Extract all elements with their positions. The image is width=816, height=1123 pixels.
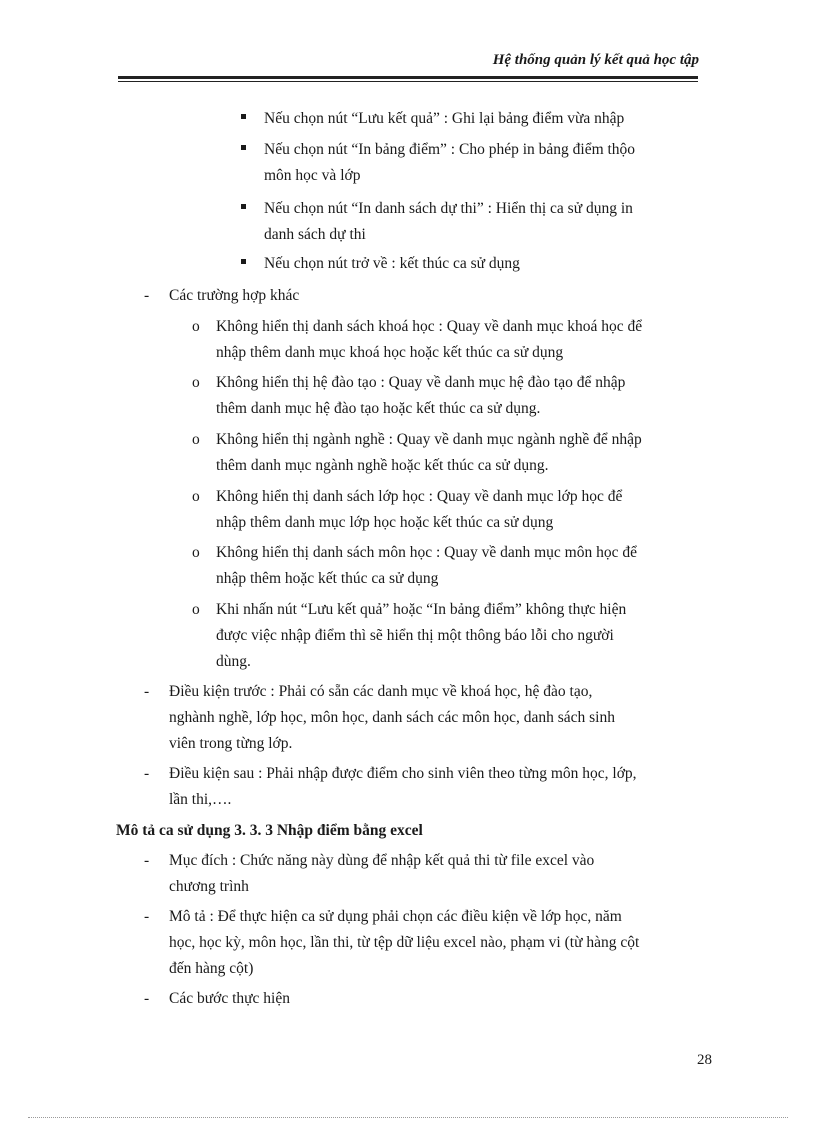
case-item [216,370,698,422]
page-number: 28 [697,1052,712,1068]
circle-marker: o [192,544,200,561]
dash-marker: - [144,683,150,700]
line: thêm danh mục hệ đào tạo hoặc kết thúc ca sử dụng. [216,400,541,417]
bullet-item [264,251,698,277]
line: Nếu chọn nút “Lưu kết quả” : Ghi lại bảng điểm vừa nhập [264,110,625,127]
page-bottom-border [28,1117,788,1118]
line: Nếu chọn nút trở về : kết thúc ca sử dụng [264,255,520,272]
bullet-item [264,196,698,248]
line: Điều kiện trước : Phải có sẵn các danh mục về khoá học, hệ đào tạo, [169,683,593,700]
line: Các bước thực hiện [169,990,290,1007]
line: nhập thêm danh mục lớp học hoặc kết thúc ca sử dụng [216,514,554,531]
line: nhập thêm danh mục khoá học hoặc kết thúc ca sử dụng [216,344,564,361]
line: lần thi,…. [169,791,232,808]
circle-marker: o [192,374,200,391]
case-item [216,597,698,675]
line: thêm danh mục ngành nghề hoặc kết thúc ca sử dụng. [216,457,549,474]
header-rule-thin [118,81,698,82]
precondition-item [169,679,698,757]
line: đến hàng cột) [169,960,254,977]
line: Không hiển thị danh sách môn học : Quay về danh mục môn học để [216,544,637,561]
running-header-title: Hệ thống quản lý kết quả học tập [492,52,699,68]
line: viên trong từng lớp. [169,735,293,752]
square-bullet-icon [241,114,246,119]
steps-item [169,986,698,1012]
line: nhập thêm hoặc kết thúc ca sử dụng [216,570,439,587]
dash-marker: - [144,287,150,304]
case-item [216,314,698,366]
case-item [216,484,698,536]
line: Nếu chọn nút “In bảng điểm” : Cho phép in bảng điểm thộo [264,141,636,158]
line: được việc nhập điểm thì sẽ hiển thị một thông báo lỗi cho người [216,627,614,644]
line: chương trình [169,878,249,895]
square-bullet-icon [241,259,246,264]
line: dùng. [216,653,251,670]
bullet-item [264,137,698,189]
line: nghành nghề, lớp học, môn học, danh sách các môn học, danh sách sinh [169,709,615,726]
line: học, học kỳ, môn học, lần thi, từ tệp dữ liệu excel nào, phạm vi (từ hàng cột [169,934,640,951]
circle-marker: o [192,431,200,448]
square-bullet-icon [241,204,246,209]
line: Nếu chọn nút “In danh sách dự thi” : Hiển thị ca sử dụng in [264,200,633,217]
line: Khi nhấn nút “Lưu kết quả” hoặc “In bảng điểm” không thực hiện [216,601,627,618]
description-item [169,904,698,982]
dash-marker: - [144,990,150,1007]
dash-marker: - [144,908,150,925]
circle-marker: o [192,601,200,618]
circle-marker: o [192,488,200,505]
dash-marker: - [144,852,150,869]
header-rule-thick [118,76,698,79]
section-heading: Mô tả ca sử dụng 3. 3. 3 Nhập điểm bằng excel [116,822,423,839]
square-bullet-icon [241,145,246,150]
line: Không hiển thị danh sách lớp học : Quay về danh mục lớp học để [216,488,623,505]
dash-marker: - [144,765,150,782]
circle-marker: o [192,318,200,335]
case-item [216,427,698,479]
case-item [216,540,698,592]
other-cases-label: Các trường hợp khác [169,287,300,304]
line: Không hiển thị ngành nghề : Quay về danh mục ngành nghề để nhập [216,431,642,448]
line: môn học và lớp [264,167,361,184]
purpose-item [169,848,698,900]
line: Không hiển thị danh sách khoá học : Quay về danh mục khoá học để [216,318,643,335]
bullet-item [264,106,698,132]
postcondition-item [169,761,698,813]
line: Mục đích : Chức năng này dùng để nhập kết quả thi từ file excel vào [169,852,595,869]
line: danh sách dự thi [264,226,366,243]
line: Điều kiện sau : Phải nhập được điểm cho sinh viên theo từng môn học, lớp, [169,765,637,782]
line: Không hiển thị hệ đào tạo : Quay về danh mục hệ đào tạo để nhập [216,374,626,391]
line: Mô tả : Để thực hiện ca sử dụng phải chọn các điều kiện về lớp học, năm [169,908,622,925]
